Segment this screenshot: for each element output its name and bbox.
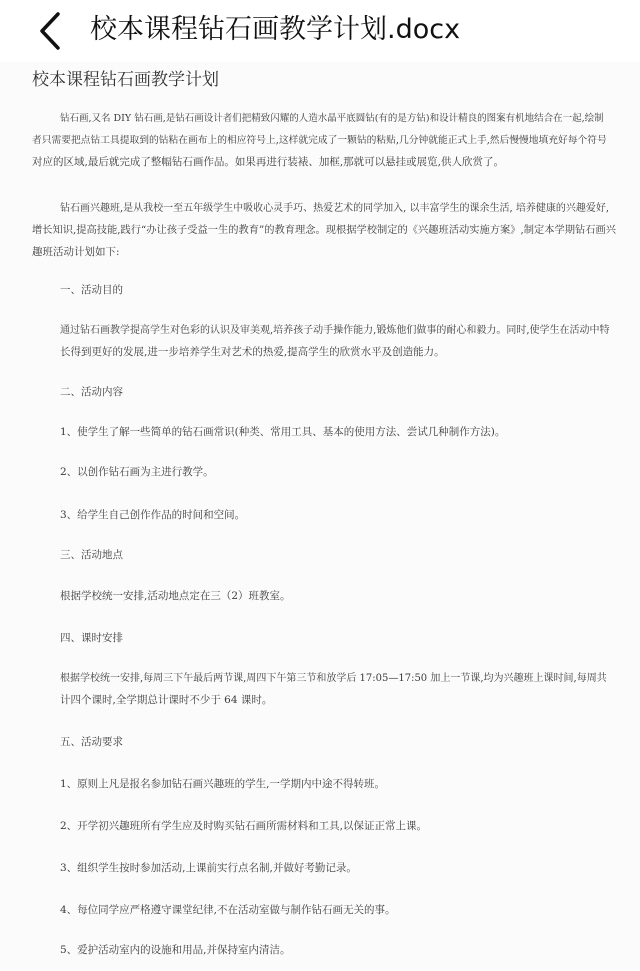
section-5-item-4: 4、每位同学应严格遵守课堂纪律,不在活动室做与制作钻石画无关的事。 xyxy=(60,904,396,916)
section-4-body-line-1: 根据学校统一安排,每周三下午最后两节课,周四下午第三节和放学后 17:05—17:50 加上一节课,均为兴趣班上课时间,每周共 xyxy=(60,673,607,684)
section-2-item-3: 3、给学生自己创作作品的时间和空间。 xyxy=(60,509,246,521)
intro-paragraph-1-line-1: 钻石画,又名 DIY 钻石画,是钻石画设计者们把精致闪耀的人造水晶平底圆钻(有的是方钻)和设计精良的图案有机地结合在一起,绘制 xyxy=(60,113,604,124)
intro-paragraph-1-line-3: 对应的区域,最后就完成了整幅钻石画作品。如果再进行装裱、加框,那就可以悬挂或展览,供人欣赏了。 xyxy=(32,156,505,168)
section-5-item-2: 2、开学初兴趣班所有学生应及时购买钻石画所需材料和工具,以保证正常上课。 xyxy=(60,820,428,832)
section-5-heading: 五、活动要求 xyxy=(60,736,123,748)
section-1-body-line-1: 通过钻石画教学提高学生对色彩的认识及审美观,培养孩子动手操作能力,锻炼他们做事的耐心和毅力。同时,使学生在活动中特 xyxy=(60,325,610,336)
file-name-title: 校本课程钻石画教学计划.docx xyxy=(90,14,461,45)
intro-paragraph-1-line-2: 者只需要把点钻工具提取到的钻粘在画布上的相应符号上,这样就完成了一颗钻的粘贴,几分钟就能正式上手,然后慢慢地填充好每个符号 xyxy=(32,135,607,146)
top-bar xyxy=(0,0,640,62)
chevron-left-icon xyxy=(30,8,76,54)
intro-paragraph-2-line-2: 增长知识,提高技能,践行“办让孩子受益一生的教育”的教育理念。现根据学校制定的《兴趣班活动实施方案》,制定本学期钻石画兴 xyxy=(32,224,617,236)
section-3-heading: 三、活动地点 xyxy=(60,549,123,561)
section-5-item-5: 5、爱护活动室内的设施和用品,并保持室内清洁。 xyxy=(60,944,291,956)
back-button[interactable] xyxy=(30,8,76,54)
section-2-item-2: 2、以创作钻石画为主进行教学。 xyxy=(60,466,214,478)
section-5-item-1: 1、原则上凡是报名参加钻石画兴趣班的学生,一学期内中途不得转班。 xyxy=(60,778,386,790)
document-page[interactable] xyxy=(0,62,640,971)
section-4-body-line-2: 计四个课时,全学期总计课时不少于 64 课时。 xyxy=(60,694,273,706)
section-2-item-1: 1、使学生了解一些简单的钻石画常识(种类、常用工具、基本的使用方法、尝试几种制作方法)。 xyxy=(60,426,506,438)
section-2-heading: 二、活动内容 xyxy=(60,386,123,398)
section-1-heading: 一、活动目的 xyxy=(60,284,123,296)
section-4-heading: 四、课时安排 xyxy=(60,632,123,644)
intro-paragraph-2-line-3: 趣班活动计划如下: xyxy=(32,246,120,258)
section-1-body-line-2: 长得到更好的发展,进一步培养学生对艺术的热爱,提高学生的欣赏水平及创造能力。 xyxy=(60,346,445,358)
section-3-body: 根据学校统一安排,活动地点定在三（2）班教室。 xyxy=(60,590,291,602)
section-5-item-3: 3、组织学生按时参加活动,上课前实行点名制,并做好考勤记录。 xyxy=(60,862,357,874)
document-title: 校本课程钻石画教学计划 xyxy=(32,70,219,90)
intro-paragraph-2-line-1: 钻石画兴趣班,是从我校一至五年级学生中吸收心灵手巧、热爱艺术的同学加入, 以丰富学生的课余生活, 培养健康的兴趣爱好, xyxy=(60,203,610,214)
